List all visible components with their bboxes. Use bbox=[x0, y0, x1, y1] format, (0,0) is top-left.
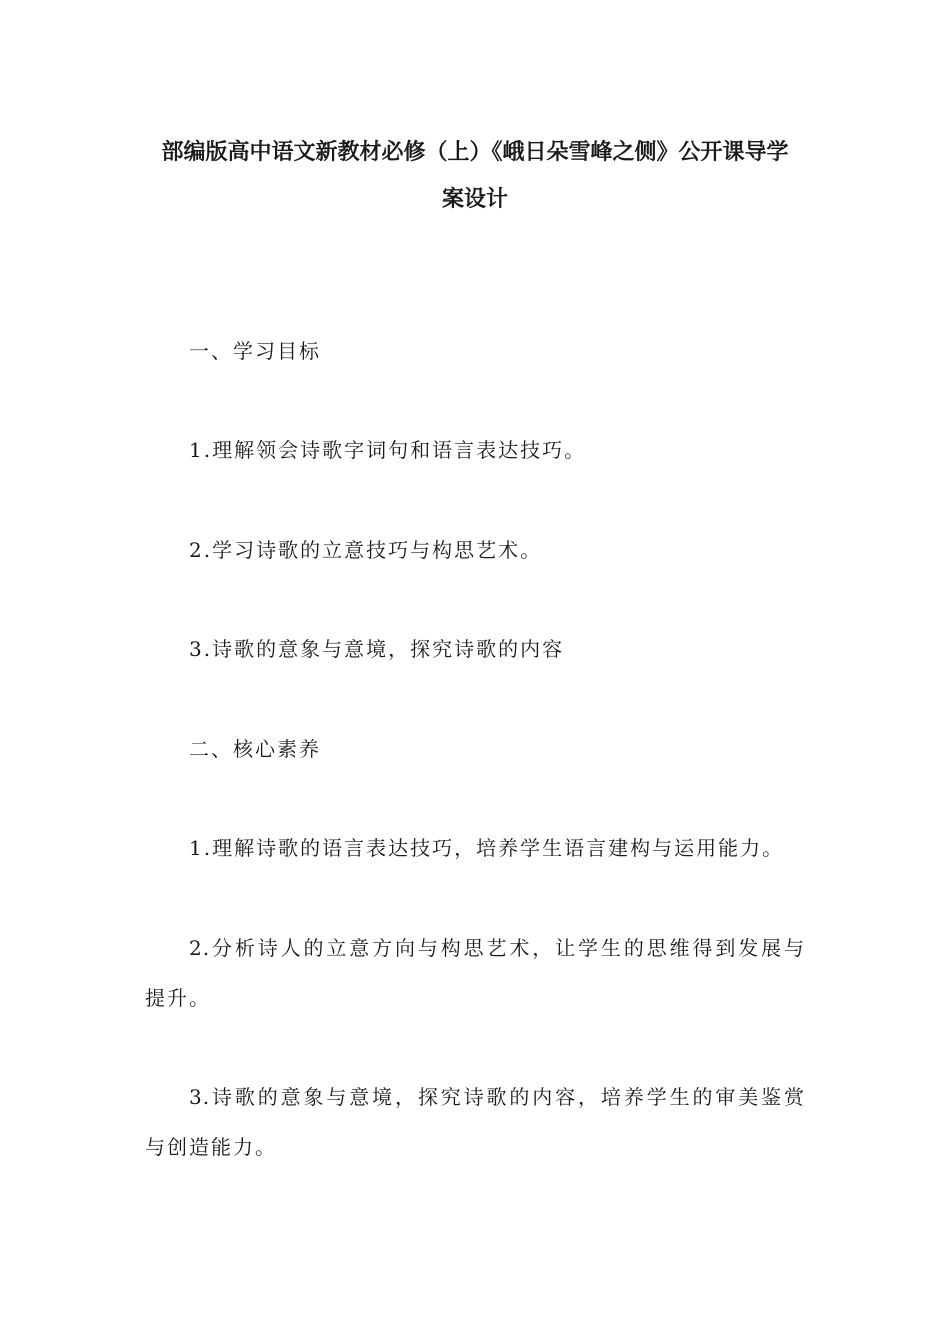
learning-goal-item-2: 2.学习诗歌的立意技巧与构思艺术。 bbox=[189, 538, 543, 562]
learning-goal-item-1: 1.理解领会诗歌字词句和语言表达技巧。 bbox=[189, 438, 587, 462]
document-title-line-1: 部编版高中语文新教材必修（上）《峨日朵雪峰之侧》公开课导学 bbox=[161, 140, 789, 165]
core-literacy-item-1: 1.理解诗歌的语言表达技巧，培养学生语言建构与运用能力。 bbox=[189, 836, 785, 860]
section-heading-core-literacy: 二、核心素养 bbox=[189, 737, 321, 761]
core-literacy-item-2-line-1: 2.分析诗人的立意方向与构思艺术，让学生的思维得到发展与 bbox=[189, 936, 805, 960]
core-literacy-item-3-line-1: 3.诗歌的意象与意境，探究诗歌的内容，培养学生的审美鉴赏 bbox=[189, 1085, 805, 1109]
learning-goal-item-3: 3.诗歌的意象与意境，探究诗歌的内容 bbox=[189, 637, 565, 661]
document-title-line-2: 案设计 bbox=[441, 187, 508, 212]
core-literacy-item-3-line-2: 与创造能力。 bbox=[145, 1135, 277, 1159]
section-heading-learning-goals: 一、学习目标 bbox=[189, 339, 321, 363]
core-literacy-item-2-line-2: 提升。 bbox=[145, 986, 211, 1010]
